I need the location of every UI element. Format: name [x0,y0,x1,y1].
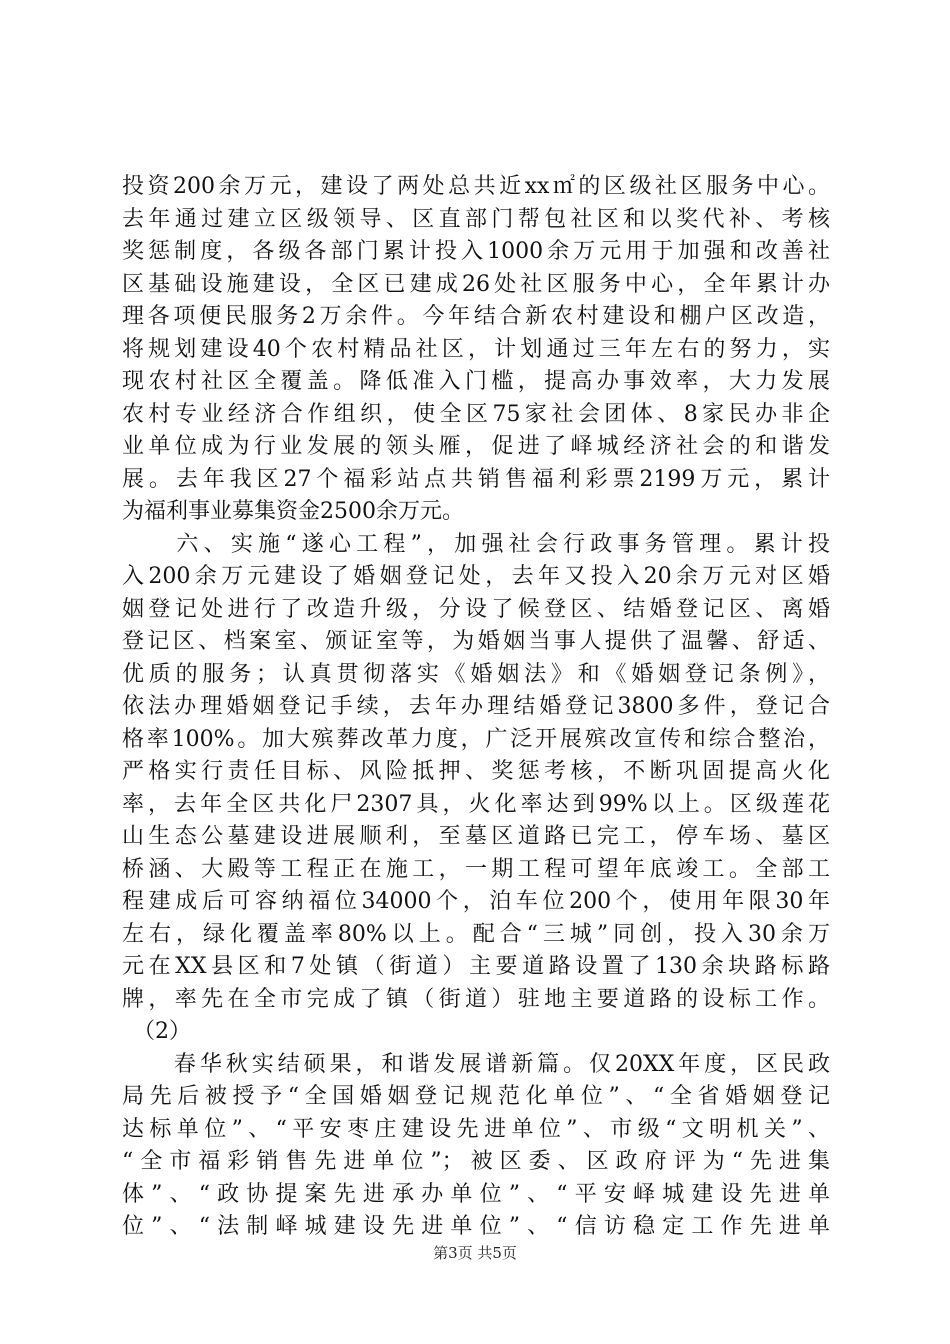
section-number: （2） [122,1019,191,1044]
text-line: 程建成后可容纳福位34000个，泊车位200个，使用年限30年 [122,889,830,914]
text-line: 体”、“政协提案先进承办单位”、“平安峄城建设先进单 [122,1181,830,1207]
text-line: 达标单位”、“平安枣庄建设先进单位”、市级“文明机关”、 [122,1116,830,1142]
text-line: 农村专业经济合作组织，使全区75家社会团体、8家民办非企 [122,401,830,427]
text-line: 入200余万元建设了婚姻登记处，去年又投入20余万元对区婚 [122,564,830,589]
text-line: 元在XX县区和7处镇（街道）主要道路设置了130余块路标路 [122,954,830,979]
text-line: 去年通过建立区级领导、区直部门帮包社区和以奖代补、考核 [122,206,830,232]
text-line: 奖惩制度，各级各部门累计投入1000余万元用于加强和改善社 [122,239,830,264]
text-line: 牌，率先在全市完成了镇（街道）驻地主要道路的设标工作。 [122,986,830,1012]
text-line: 现农村社区全覆盖。降低准入门槛，提高办事效率，大力发展 [122,369,830,394]
text-line: 业单位成为行业发展的领头雁，促进了峄城经济社会的和谐发 [122,434,830,459]
text-line: 姻登记处进行了改造升级，分设了候登区、结婚登记区、离婚 [122,596,830,622]
text-line: “全市福彩销售先进单位”；被区委、区政府评为“先进集 [122,1149,830,1174]
text-line: 依法办理婚姻登记手续，去年办理结婚登记3800多件，登记合 [122,694,830,719]
text-line: 登记区、档案室、颁证室等，为婚姻当事人提供了温馨、舒适、 [122,629,830,654]
text-line: 将规划建设40个农村精品社区，计划通过三年左右的努力，实 [122,336,830,362]
text-line: 局先后被授予“全国婚姻登记规范化单位”、“全省婚姻登记 [122,1084,830,1109]
text-line: 左右，绿化覆盖率80%以上。配合“三城”同创，投入30余万 [122,921,830,947]
text-line: 展。去年我区27个福彩站点共销售福利彩票2199万元，累计 [122,466,830,492]
text-line: 格率100%。加大殡葬改革力度，广泛开展殡改宣传和综合整治， [122,726,830,752]
body-text [122,171,830,1244]
text-line: 位”、“法制峄城建设先进单位”、“信访稳定工作先进单 [122,1214,830,1239]
text-line: 山生态公墓建设进展顺利，至墓区道路已完工，停车场、墓区 [122,824,830,849]
text-line: 理各项便民服务2万余件。今年结合新农村建设和棚户区改造， [122,304,830,329]
text-line: 春华秋实结硕果，和谐发展谱新篇。仅20XX年度，区民政 [122,1051,830,1077]
text-line: 区基础设施建设，全区已建成26处社区服务中心，全年累计办 [122,271,830,297]
text-line: 率，去年全区共化尸2307具，火化率达到99%以上。区级莲花 [122,791,830,817]
text-line: 投资200余万元，建设了两处总共近xx㎡的区级社区服务中心。 [122,174,830,199]
page-footer: 第3页 共5页 [433,1244,517,1262]
text-line: 桥涵、大殿等工程正在施工，一期工程可望年底竣工。全部工 [122,856,830,882]
text-line: 六、实施“遂心工程”，加强社会行政事务管理。累计投 [122,531,830,557]
text-line: 严格实行责任目标、风险抵押、奖惩考核，不断巩固提高火化 [122,759,830,784]
text-line: 为福利事业募集资金2500余万元。 [122,499,464,524]
text-line: 优质的服务；认真贯彻落实《婚姻法》和《婚姻登记条例》， [122,661,830,687]
